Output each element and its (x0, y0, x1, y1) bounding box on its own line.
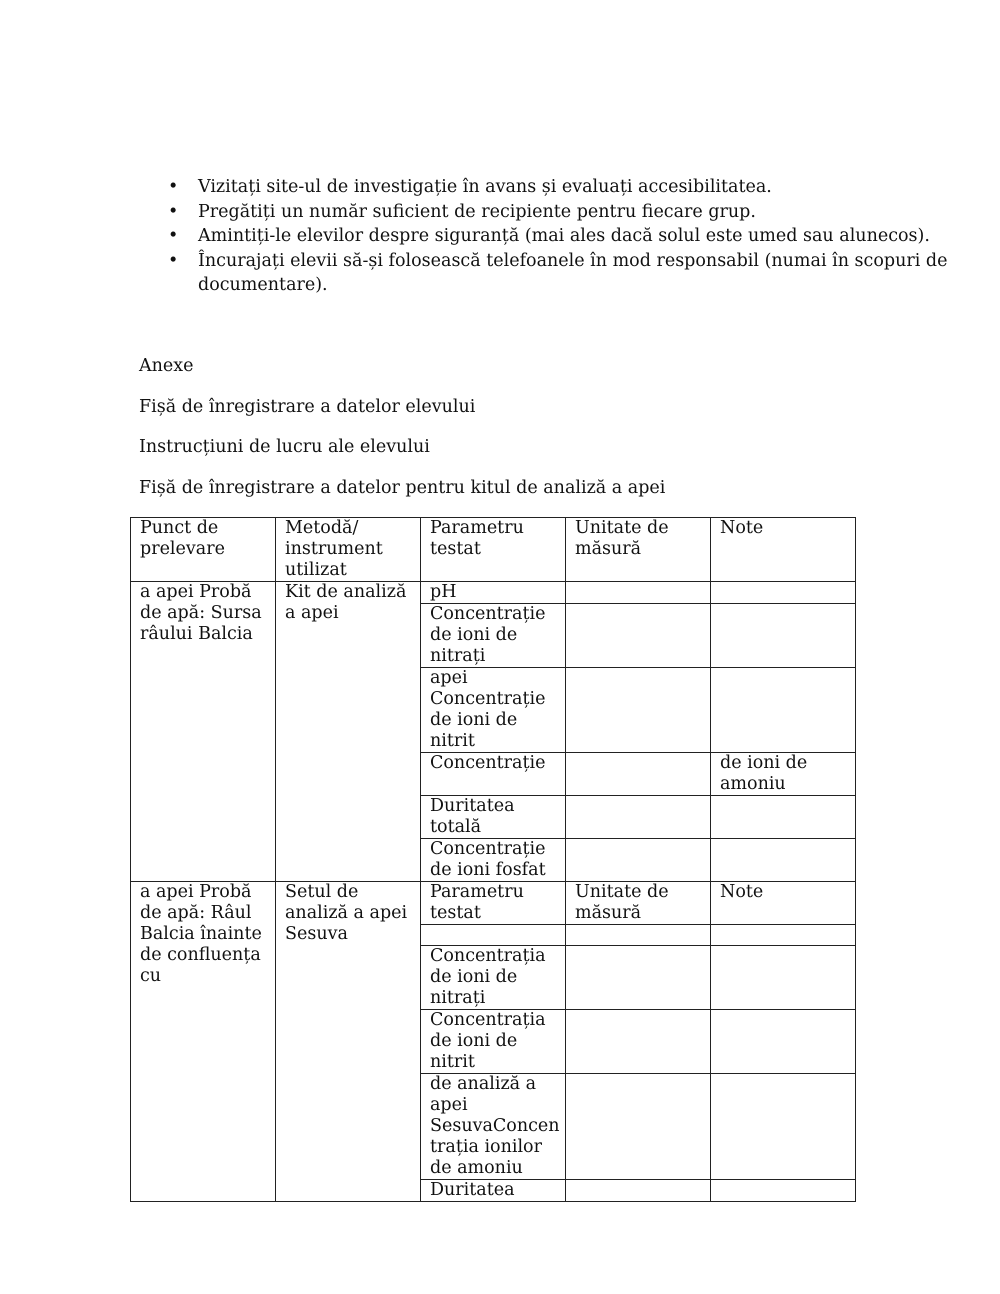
note-cell (711, 668, 856, 753)
header-cell: Note (711, 518, 856, 582)
unit-cell (566, 1074, 711, 1180)
parameter-cell (421, 925, 566, 946)
parameter-cell: Parametru testat (421, 882, 566, 925)
bullet-dot: • (168, 201, 179, 222)
bullet-dot: • (168, 226, 179, 246)
parameter-cell: Concentrație de ioni de nitrați (421, 604, 566, 668)
bullet-dot: • (168, 177, 179, 197)
bullet-dot: • (168, 250, 179, 271)
unit-cell (566, 1010, 711, 1074)
instruction-bullet-list (165, 175, 965, 298)
table-row (131, 882, 856, 925)
parameter-cell: de analiză a apei SesuvaConcentrația ionilor de amoniu (421, 1074, 566, 1180)
parameter-cell: Duritatea totală (421, 796, 566, 839)
unit-cell (566, 753, 711, 796)
sample-site-cell: a apei Probă de apă: Râul Balcia înainte de confluența cu (131, 882, 276, 1202)
sample-site-cell: a apei Probă de apă: Sursa râului Balcia (131, 582, 276, 882)
note-cell (711, 1074, 856, 1180)
note-cell (711, 925, 856, 946)
note-cell: Note (711, 882, 856, 925)
method-cell: Setul de analiză a apei Sesuva (276, 882, 421, 1202)
table-row (131, 582, 856, 604)
header-cell: Unitate de măsură (566, 518, 711, 582)
header-cell: Punct de prelevare (131, 518, 276, 582)
note-cell (711, 839, 856, 882)
bullet-item (165, 249, 965, 298)
annex-item-kit-data-sheet: Fișă de înregistrare a datelor pentru kitul de analiză a apei (139, 478, 666, 498)
unit-cell (566, 946, 711, 1010)
unit-cell (566, 604, 711, 668)
parameter-cell: Concentrație de ioni fosfat (421, 839, 566, 882)
bullet-text: Amintiți-le elevilor despre siguranță (mai ales dacă solul este umed sau alunecos). (198, 226, 930, 246)
annex-heading: Anexe (139, 356, 194, 376)
annex-item-student-data-sheet: Fișă de înregistrare a datelor elevului (139, 397, 476, 417)
parameter-cell: Concentrația de ioni de nitrați (421, 946, 566, 1010)
note-cell (711, 604, 856, 668)
unit-cell (566, 582, 711, 604)
bullet-item (165, 200, 965, 225)
bullet-text: Vizitați site-ul de investigație în avans și evaluați accesibilitatea. (198, 177, 772, 197)
note-cell (711, 1180, 856, 1202)
unit-cell (566, 1180, 711, 1202)
parameter-cell: pH (421, 582, 566, 604)
annex-item-work-instructions: Instrucțiuni de lucru ale elevului (139, 437, 430, 457)
parameter-cell: Concentrație (421, 753, 566, 796)
parameter-cell: apei Concentrație de ioni de nitrit (421, 668, 566, 753)
unit-cell (566, 796, 711, 839)
note-cell (711, 582, 856, 604)
bullet-item (165, 224, 965, 249)
parameter-cell: Duritatea (421, 1180, 566, 1202)
unit-cell (566, 925, 711, 946)
unit-cell: Unitate de măsură (566, 882, 711, 925)
method-cell: Kit de analiză a apei (276, 582, 421, 882)
header-cell: Parametru testat (421, 518, 566, 582)
water-analysis-table (130, 517, 856, 1202)
unit-cell (566, 839, 711, 882)
bullet-text: Încurajați elevii să-și folosească telefoanele în mod responsabil (numai în scopuri de documentare). (198, 250, 948, 295)
bullet-item (165, 175, 965, 200)
header-cell: Metodă/ instrument utilizat (276, 518, 421, 582)
note-cell (711, 796, 856, 839)
unit-cell (566, 668, 711, 753)
bullet-text: Pregătiți un număr suficient de recipiente pentru fiecare grup. (198, 201, 756, 222)
parameter-cell: Concentrația de ioni de nitrit (421, 1010, 566, 1074)
note-cell (711, 946, 856, 1010)
note-cell: de ioni de amoniu (711, 753, 856, 796)
note-cell (711, 1010, 856, 1074)
table-header-row (131, 518, 856, 582)
